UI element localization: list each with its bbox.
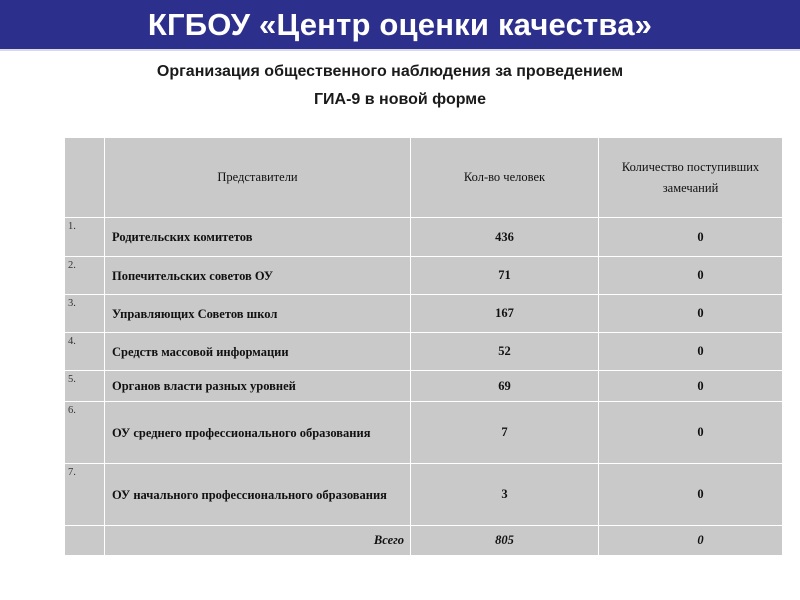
row-remarks: 0: [599, 295, 783, 333]
row-name: ОУ начального профессионального образования: [105, 464, 411, 526]
subtitle-line-1: Организация общественного наблюдения за проведением: [156, 63, 624, 80]
row-number: 1.: [65, 218, 105, 257]
observers-table: [64, 137, 783, 556]
row-count: 69: [411, 371, 599, 402]
row-count: 52: [411, 333, 599, 371]
header-num: [65, 138, 105, 218]
row-name: Органов власти разных уровней: [105, 371, 411, 402]
row-remarks: 0: [599, 333, 783, 371]
table-total-row: [65, 526, 783, 556]
total-remarks: 0: [599, 526, 783, 556]
row-remarks: 0: [599, 402, 783, 464]
row-number: 2.: [65, 257, 105, 295]
table-row: [65, 218, 783, 257]
row-number: 4.: [65, 333, 105, 371]
table-row: [65, 402, 783, 464]
total-empty-cell: [65, 526, 105, 556]
row-count: 436: [411, 218, 599, 257]
header-count: Кол-во человек: [411, 138, 599, 218]
row-name: Родительских комитетов: [105, 218, 411, 257]
table-row: [65, 371, 783, 402]
row-count: 3: [411, 464, 599, 526]
row-name: Средств массовой информации: [105, 333, 411, 371]
row-count: 167: [411, 295, 599, 333]
row-number: 7.: [65, 464, 105, 526]
total-label: Всего: [105, 526, 411, 556]
table-row: [65, 333, 783, 371]
table-row: [65, 464, 783, 526]
row-remarks: 0: [599, 464, 783, 526]
header-representatives: Представители: [105, 138, 411, 218]
subtitle-line-2: ГИА-9 в новой форме: [313, 91, 487, 108]
row-number: 5.: [65, 371, 105, 402]
slide-title: КГБОУ «Центр оценки качества»: [0, 0, 800, 51]
row-number: 3.: [65, 295, 105, 333]
header-remarks: Количество поступивших замечаний: [599, 138, 783, 218]
row-name: Управляющих Советов школ: [105, 295, 411, 333]
row-remarks: 0: [599, 371, 783, 402]
row-count: 7: [411, 402, 599, 464]
row-remarks: 0: [599, 257, 783, 295]
row-number: 6.: [65, 402, 105, 464]
row-remarks: 0: [599, 218, 783, 257]
table-row: [65, 257, 783, 295]
row-name: ОУ среднего профессионального образования: [105, 402, 411, 464]
table-row: [65, 295, 783, 333]
row-name: Попечительских советов ОУ: [105, 257, 411, 295]
total-count: 805: [411, 526, 599, 556]
table-header-row: [65, 138, 783, 218]
row-count: 71: [411, 257, 599, 295]
